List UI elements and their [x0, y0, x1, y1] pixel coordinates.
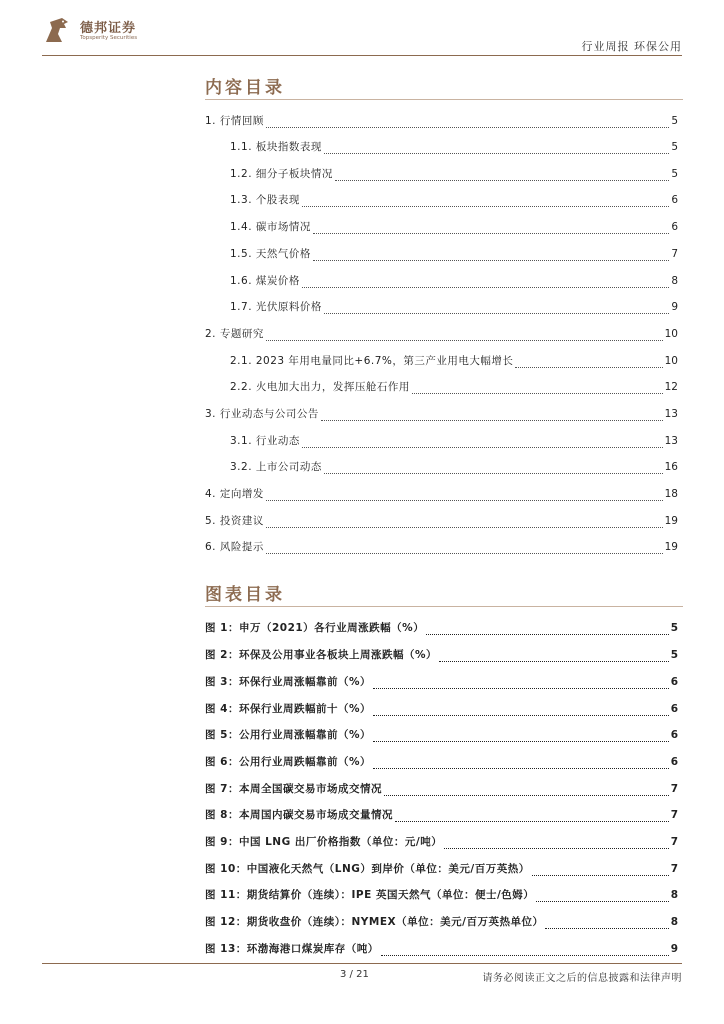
toc-leader [313, 250, 669, 261]
figure-item-text: 图 8：本周国内碳交易市场成交量情况 [205, 809, 393, 821]
toc-item-page: 19 [664, 541, 678, 553]
figure-leader [373, 678, 669, 689]
figures-title: 图表目录 [205, 585, 285, 605]
figure-item[interactable] [205, 753, 678, 769]
figure-item-page: 5 [670, 622, 678, 634]
toc-title-underline [205, 99, 683, 100]
toc-item-page: 6 [671, 221, 678, 233]
toc-leader [321, 410, 663, 421]
figure-leader [532, 865, 669, 876]
figure-leader [373, 731, 669, 742]
company-logo [42, 14, 142, 46]
toc-item[interactable] [230, 272, 678, 288]
figure-item[interactable] [205, 913, 678, 929]
toc-item-page: 5 [671, 141, 678, 153]
toc-item[interactable] [230, 138, 678, 154]
figure-leader [426, 624, 668, 635]
toc-item[interactable] [205, 512, 678, 528]
toc-item-text: 1.6. 煤炭价格 [230, 275, 300, 287]
toc-item-page: 19 [664, 515, 678, 527]
brand-name-cn: 德邦证券 [80, 21, 137, 36]
figure-item-text: 图 4：环保行业周跌幅前十（%） [205, 703, 371, 715]
figure-item-page: 6 [670, 729, 678, 741]
toc-leader [335, 170, 669, 181]
figure-item-page: 8 [670, 889, 678, 901]
report-type: 行业周报 环保公用 [581, 40, 682, 53]
figure-item[interactable] [205, 673, 678, 689]
toc-item[interactable] [230, 245, 678, 261]
toc-item-text: 1.3. 个股表现 [230, 194, 300, 206]
toc-item-page: 6 [671, 194, 678, 206]
toc-item[interactable] [230, 352, 678, 368]
toc-leader [266, 543, 663, 554]
toc-item-text: 1. 行情回顾 [205, 115, 264, 127]
figure-leader [545, 918, 668, 929]
toc-item[interactable] [205, 112, 678, 128]
toc-item[interactable] [230, 298, 678, 314]
toc-item[interactable] [230, 218, 678, 234]
figure-item-page: 7 [670, 836, 678, 848]
figure-item-page: 7 [670, 809, 678, 821]
figure-item-text: 图 2：环保及公用事业各板块上周涨跌幅（%） [205, 649, 437, 661]
horse-logo-icon [42, 14, 74, 46]
figure-leader [536, 891, 668, 902]
toc-item[interactable] [230, 458, 678, 474]
toc-item-page: 8 [671, 275, 678, 287]
toc-item-text: 1.4. 碳市场情况 [230, 221, 311, 233]
toc-item-text: 1.5. 天然气价格 [230, 248, 311, 260]
toc-item-page: 16 [664, 461, 678, 473]
toc-item-text: 2.1. 2023 年用电量同比+6.7%，第三产业用电大幅增长 [230, 355, 514, 367]
toc-leader [515, 357, 662, 368]
figure-item-text: 图 7：本周全国碳交易市场成交情况 [205, 783, 382, 795]
toc-item[interactable] [230, 191, 678, 207]
figure-item-text: 图 6：公用行业周跌幅靠前（%） [205, 756, 371, 768]
toc-item[interactable] [230, 378, 678, 394]
toc-leader [266, 517, 663, 528]
figure-item-page: 7 [670, 863, 678, 875]
figure-item-text: 图 13：环渤海港口煤炭库存（吨） [205, 943, 379, 955]
figure-item-text: 图 5：公用行业周涨幅靠前（%） [205, 729, 371, 741]
figure-item[interactable] [205, 806, 678, 822]
toc-item-text: 2.2. 火电加大出力，发挥压舱石作用 [230, 381, 410, 393]
toc-item[interactable] [230, 432, 678, 448]
toc-leader [302, 437, 663, 448]
toc-item-page: 13 [664, 435, 678, 447]
figure-item-page: 7 [670, 783, 678, 795]
toc-item-page: 5 [671, 115, 678, 127]
toc-item-page: 10 [664, 328, 678, 340]
toc-leader [412, 383, 663, 394]
disclaimer-note: 请务必阅读正文之后的信息披露和法律声明 [482, 973, 682, 984]
figure-leader [373, 758, 669, 769]
toc-item-text: 3.2. 上市公司动态 [230, 461, 322, 473]
toc-item-text: 2. 专题研究 [205, 328, 264, 340]
figure-item-text: 图 12：期货收盘价（连续）：NYMEX（单位：美元/百万英热单位） [205, 916, 544, 928]
figure-leader [444, 838, 668, 849]
toc-item[interactable] [205, 325, 678, 341]
figure-leader [395, 811, 669, 822]
figure-leader [373, 705, 669, 716]
figure-item[interactable] [205, 860, 678, 876]
page-indicator: 3 / 21 [340, 969, 369, 980]
toc-item-text: 3. 行业动态与公司公告 [205, 408, 319, 420]
toc-item[interactable] [205, 405, 678, 421]
figure-item-page: 9 [670, 943, 678, 955]
figure-item[interactable] [205, 646, 678, 662]
toc-item-text: 6. 风险提示 [205, 541, 264, 553]
toc-item-text: 1.7. 光伏原料价格 [230, 301, 322, 313]
figure-item[interactable] [205, 886, 678, 902]
toc-leader [266, 330, 663, 341]
toc-leader [313, 223, 669, 234]
toc-item[interactable] [205, 485, 678, 501]
toc-leader [266, 117, 669, 128]
toc-item-text: 1.1. 板块指数表现 [230, 141, 322, 153]
figure-item-page: 6 [670, 703, 678, 715]
toc-leader [302, 277, 669, 288]
toc-item-page: 13 [664, 408, 678, 420]
figure-leader [384, 785, 669, 796]
figure-item-text: 图 9：中国 LNG 出厂价格指数（单位：元/吨） [205, 836, 443, 848]
toc-item-page: 18 [664, 488, 678, 500]
figure-item[interactable] [205, 619, 678, 635]
figure-item-page: 5 [670, 649, 678, 661]
figure-item-page: 8 [670, 916, 678, 928]
figure-item[interactable] [205, 780, 678, 796]
figure-leader [439, 651, 669, 662]
footer-divider [42, 963, 682, 964]
toc-item[interactable] [205, 538, 678, 554]
toc-item[interactable] [230, 165, 678, 181]
toc-item-text: 1.2. 细分子板块情况 [230, 168, 333, 180]
toc-leader [302, 196, 669, 207]
figure-item-text: 图 10：中国液化天然气（LNG）到岸价（单位：美元/百万英热） [205, 863, 530, 875]
figure-item[interactable] [205, 940, 678, 956]
toc-item-page: 7 [671, 248, 678, 260]
figure-item-text: 图 1：申万（2021）各行业周涨跌幅（%） [205, 622, 425, 634]
toc-item-text: 3.1. 行业动态 [230, 435, 300, 447]
toc-item-text: 5. 投资建议 [205, 515, 264, 527]
toc-item-page: 9 [671, 301, 678, 313]
figure-item-page: 6 [670, 676, 678, 688]
figure-leader [381, 945, 669, 956]
figure-item[interactable] [205, 833, 678, 849]
figure-item-text: 图 11：期货结算价（连续）：IPE 英国天然气（单位：便士/色姆） [205, 889, 535, 901]
toc-leader [266, 490, 663, 501]
toc-leader [324, 303, 669, 314]
toc-title: 内容目录 [205, 78, 285, 98]
brand-name-en: Topsperity Securities [80, 35, 138, 41]
toc-item-page: 12 [664, 381, 678, 393]
figure-item-page: 6 [670, 756, 678, 768]
toc-leader [324, 463, 663, 474]
figure-item[interactable] [205, 726, 678, 742]
figures-title-underline [205, 606, 683, 607]
figure-item-text: 图 3：环保行业周涨幅靠前（%） [205, 676, 371, 688]
header-divider [42, 55, 682, 56]
toc-item-page: 10 [664, 355, 678, 367]
figure-item[interactable] [205, 700, 678, 716]
toc-item-page: 5 [671, 168, 678, 180]
toc-item-text: 4. 定向增发 [205, 488, 264, 500]
toc-leader [324, 143, 669, 154]
